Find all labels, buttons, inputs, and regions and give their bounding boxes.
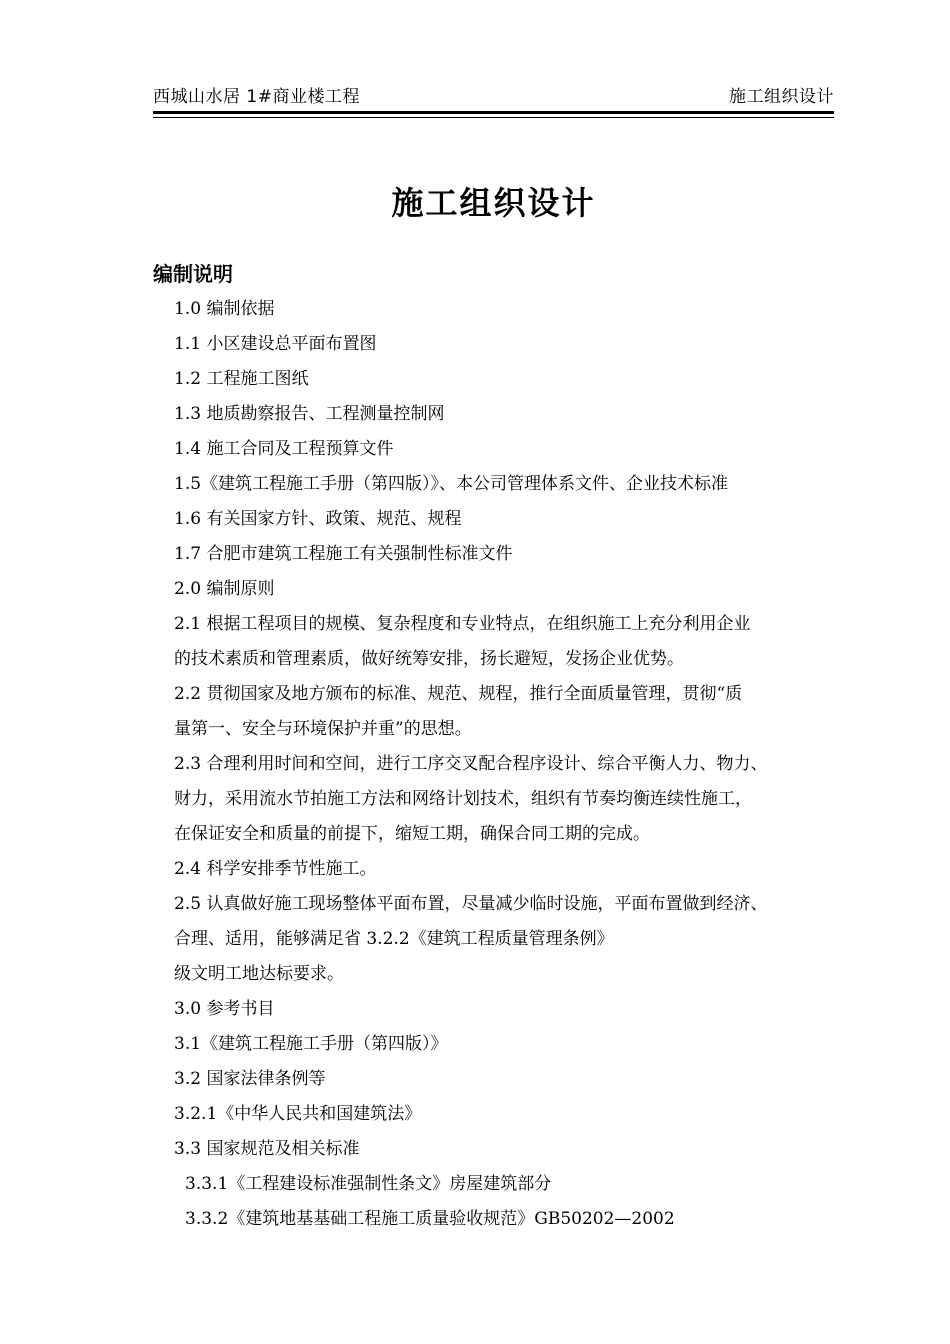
- document-body: [174, 292, 844, 1237]
- page-header: [153, 82, 834, 108]
- text-line: 2.5 认真做好施工现场整体平面布置，尽量减少临时设施，平面布置做到经济、: [174, 894, 768, 914]
- text-line: 2.4 科学安排季节性施工。: [174, 859, 377, 879]
- text-line: 2.3 合理利用时间和空间，进行工序交叉配合程序设计、综合平衡人力、物力、: [174, 754, 768, 774]
- text-line: 1.3 地质勘察报告、工程测量控制网: [174, 404, 445, 424]
- text-line: 3.1《建筑工程施工手册（第四版）》: [174, 1034, 448, 1054]
- text-line: 在保证安全和质量的前提下，缩短工期，确保合同工期的完成。: [174, 824, 650, 844]
- text-line: 1.6 有关国家方针、政策、规范、规程: [174, 509, 462, 529]
- header-rule-thin: [153, 117, 834, 118]
- header-document-type: 施工组织设计: [729, 87, 834, 107]
- section-heading: 编制说明: [153, 262, 233, 286]
- text-line: 1.1 小区建设总平面布置图: [174, 334, 377, 354]
- text-line: 级文明工地达标要求。: [174, 964, 344, 984]
- text-line: 1.5《建筑工程施工手册（第四版）》、本公司管理体系文件、企业技术标准: [174, 474, 729, 494]
- text-line: 1.2 工程施工图纸: [174, 369, 309, 389]
- text-line: 2.1 根据工程项目的规模、复杂程度和专业特点，在组织施工上充分利用企业: [174, 614, 751, 634]
- header-project-name: 西城山水居 1#商业楼工程: [153, 87, 360, 107]
- text-line: 3.0 参考书目: [174, 999, 275, 1019]
- text-line: 3.2.1《中华人民共和国建筑法》: [174, 1104, 422, 1124]
- text-line: 2.2 贯彻国家及地方颁布的标准、规范、规程，推行全面质量管理，贯彻“质: [174, 684, 743, 704]
- text-line: 1.4 施工合同及工程预算文件: [174, 439, 394, 459]
- text-line: 1.7 合肥市建筑工程施工有关强制性标准文件: [174, 544, 513, 564]
- header-rule-thick: [153, 111, 834, 114]
- text-line: 财力，采用流水节拍施工方法和网络计划技术，组织有节奏均衡连续性施工，: [174, 789, 752, 809]
- text-line: 2.0 编制原则: [174, 579, 275, 599]
- text-line: 3.2 国家法律条例等: [174, 1069, 326, 1089]
- text-line: 量第一、安全与环境保护并重”的思想。: [174, 719, 472, 739]
- text-line: 1.0 编制依据: [174, 299, 275, 319]
- text-line: 3.3.2《建筑地基基础工程施工质量验收规范》GB50202—2002: [185, 1209, 675, 1229]
- page-title: 施工组织设计: [391, 184, 596, 222]
- text-line: 3.3.1《工程建设标准强制性条文》房屋建筑部分: [185, 1174, 552, 1194]
- text-line: 合理、适用，能够满足省 3.2.2《建筑工程质量管理条例》: [174, 929, 614, 949]
- text-line: 3.3 国家规范及相关标准: [174, 1139, 360, 1159]
- text-line: 的技术素质和管理素质，做好统筹安排，扬长避短，发扬企业优势。: [174, 649, 684, 669]
